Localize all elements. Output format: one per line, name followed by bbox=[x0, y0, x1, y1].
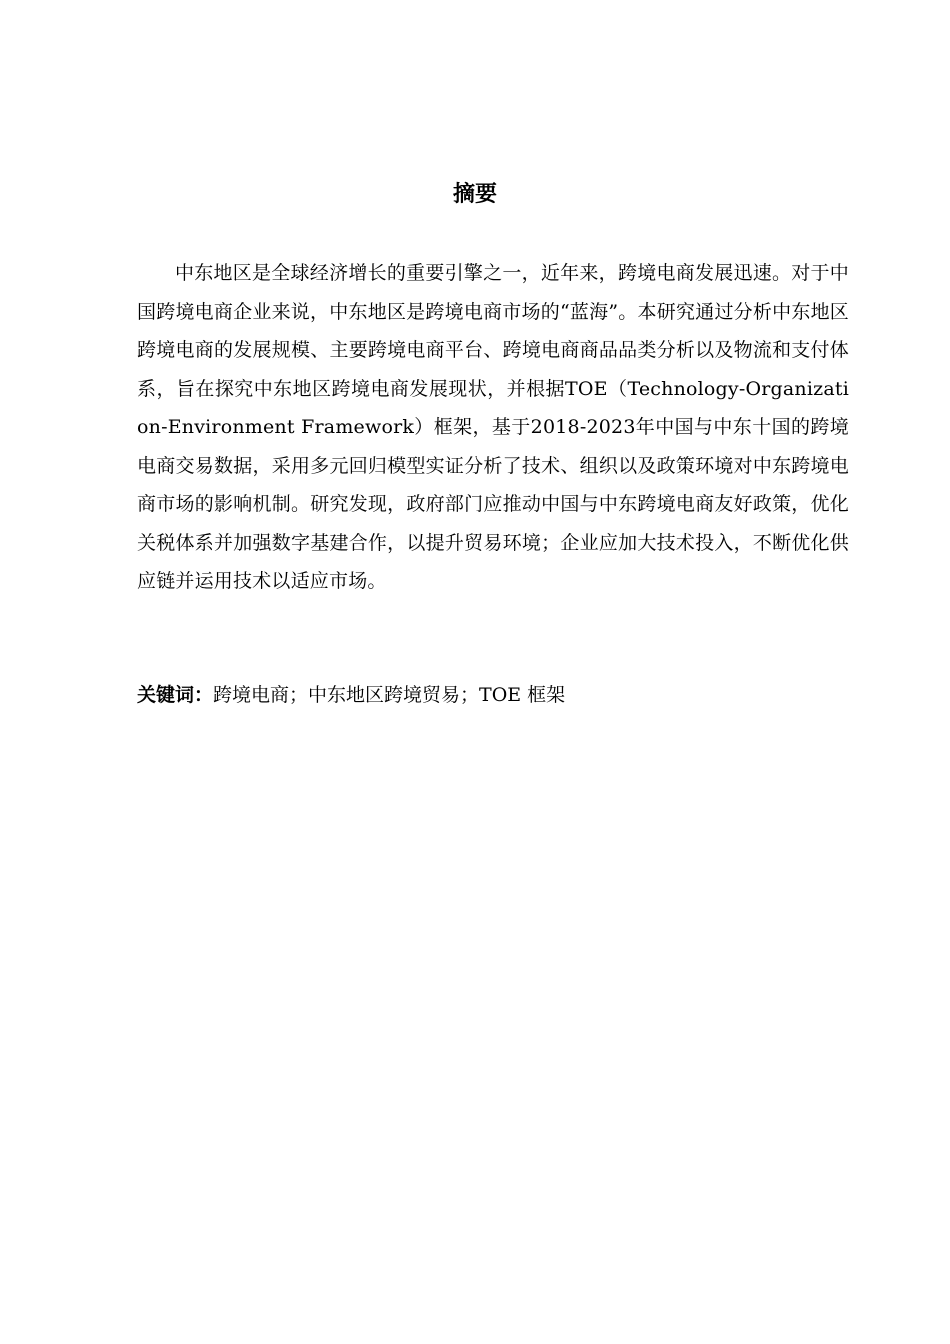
keywords-label: 关键词： bbox=[137, 684, 214, 706]
keywords-value: 跨境电商；中东地区跨境贸易；TOE 框架 bbox=[213, 684, 566, 706]
keywords-line bbox=[137, 677, 849, 713]
abstract-paragraph: 中东地区是全球经济增长的重要引擎之一，近年来，跨境电商发展迅速。对于中国跨境电商企业来说，中东地区是跨境电商市场的“蓝海”。本研究通过分析中东地区跨境电商的发展规模、主要跨境电商平台、跨境电商商品品类分析以及物流和支付体系，旨在探究中东地区跨境电商发展现状，并根据TOE（Technology-Organization-Environment Framework）框架，基于2018-2023年中国与中东十国的跨境电商交易数据，采用多元回归模型实证分析了技术、组织以及政策环境对中东跨境电商市场的影响机制。研究发现，政府部门应推动中国与中东跨境电商友好政策，优化关税体系并加强数字基建合作，以提升贸易环境；企业应加大技术投入，不断优化供应链并运用技术以适应市场。 bbox=[137, 262, 849, 592]
abstract-heading: 摘要 bbox=[452, 182, 497, 207]
